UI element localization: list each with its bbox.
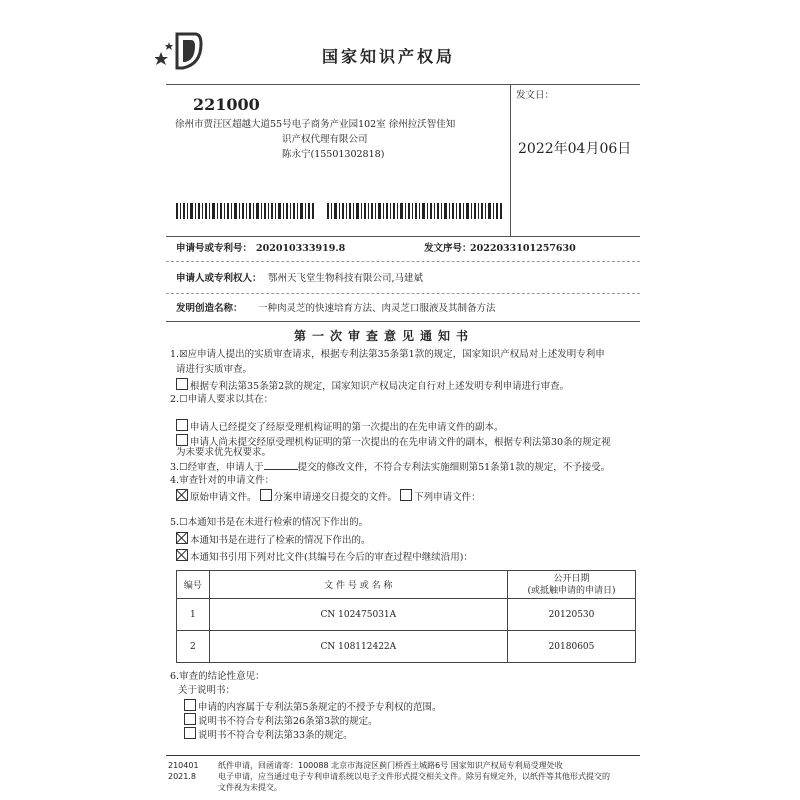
serial-label: 发文序号：	[424, 243, 472, 254]
col-doc-header: 文 件 号 或 名 称	[209, 571, 507, 599]
item4-opt2-checkbox[interactable]	[260, 489, 272, 501]
conclusion-about: 关于说明书：	[178, 685, 236, 696]
row-date: 20180605	[507, 631, 635, 663]
issue-date-value: 2022年04月06日	[518, 141, 632, 157]
item2-head: 2.☐申请人要求以其在：	[170, 394, 274, 405]
item4-opt1-checkbox[interactable]	[176, 489, 188, 501]
item4-opt3-checkbox[interactable]	[400, 489, 412, 501]
footer-rule	[166, 755, 640, 756]
item5-b-text: 本通知书是在进行了检索的情况下作出的。	[190, 535, 371, 546]
barcode-right	[327, 203, 505, 219]
applicant-label: 申请人或专利权人：	[176, 273, 262, 284]
conclusion-opt1-text: 申请的内容属于专利法第5条规定的不授予专利权的范围。	[198, 702, 442, 713]
item3-post: 提交的修改文件，不符合专利法实施细则第51条第1款的规定，不予接受。	[297, 462, 611, 473]
address-line2: 识产权代理有限公司	[282, 134, 368, 145]
office-name: 国家知识产权局	[322, 47, 456, 66]
comparison-table	[176, 570, 636, 663]
conclusion-opt3	[184, 727, 353, 742]
conclusion-opt2-text: 说明书不符合专利法第26条第3款的规定。	[198, 716, 378, 727]
item2-b-checkbox[interactable]	[176, 434, 188, 446]
cnipa-logo	[155, 30, 203, 70]
col-date-header	[507, 571, 635, 599]
item5-b	[176, 532, 371, 547]
fields-top-rule	[166, 236, 640, 237]
postal-code: 221000	[193, 95, 260, 114]
row-doc: CN 108112422A	[209, 631, 507, 663]
app-no-value: 202010333919.8	[256, 243, 346, 254]
row-no: 1	[177, 599, 210, 631]
app-no-label: 申请号或专利号：	[176, 243, 253, 254]
conclusion-opt1	[184, 699, 442, 714]
header-rule	[166, 84, 640, 85]
col-date-header-line1: 公开日期	[553, 573, 590, 584]
item4-opt2-text: 分案申请递交日提交的文件。	[273, 492, 398, 503]
conclusion-opt3-text: 说明书不符合专利法第33条的规定。	[198, 730, 353, 741]
item4-options	[176, 489, 481, 504]
item4-opt3-text: 下列申请文件：	[414, 492, 481, 503]
item1-alt-text: 根据专利法第35条第2款的规定，国家知识产权局决定自行对上述发明专利申请进行审查。	[190, 381, 570, 392]
fields-rule-1	[166, 261, 640, 262]
item3	[170, 460, 610, 474]
fields-rule-2	[166, 293, 640, 294]
item5-c-checkbox[interactable]	[176, 549, 188, 561]
item1-alt-checkbox[interactable]	[176, 378, 188, 390]
item2-a-text: 申请人已经提交了经原受理机构证明的第一次提出的在先申请文件的副本。	[190, 422, 504, 433]
row-date: 20120530	[507, 599, 635, 631]
item1-line1: 1.☒应申请人提出的实质审查请求，根据专利法第35条第1款的规定，国家知识产权局对上述发明专利申	[170, 349, 605, 360]
recipient: 陈永宁(15501302818)	[282, 149, 385, 160]
item4-head: 4.审查针对的申请文件：	[170, 475, 275, 486]
conclusion-head: 6.审查的结论性意见：	[170, 671, 265, 682]
barcode-left	[176, 203, 316, 219]
footer-line2: 电子申请，应当通过电子专利申请系统以电子文件形式提交相关文件。除另有规定外，以纸件等其他形式提交的	[218, 772, 610, 781]
conclusion-opt2-checkbox[interactable]	[184, 713, 196, 725]
table-row	[177, 631, 636, 663]
conclusion-opt2	[184, 713, 378, 728]
item5-c-text: 本通知书引用下列对比文件(其编号在今后的审查过程中继续沿用)：	[190, 552, 473, 563]
item2-b-text: 申请人尚未提交经原受理机构证明的第一次提出的在先申请文件的副本，根据专利法第30条的规定视	[190, 437, 611, 448]
form-code: 210401	[168, 761, 199, 770]
row-no: 2	[177, 631, 210, 663]
item2-a-checkbox[interactable]	[176, 419, 188, 431]
item5-b-checkbox[interactable]	[176, 532, 188, 544]
applicant-value: 鄂州天飞堂生物科技有限公司,马建斌	[268, 273, 424, 284]
issue-date-divider	[510, 84, 511, 236]
footer-line3: 文件视为未提交。	[218, 783, 282, 792]
table-row	[177, 599, 636, 631]
footer-line1: 纸件申请，回函请寄：100088 北京市海淀区蓟门桥西土城路6号 国家知识产权局专利局受理处收	[218, 761, 563, 770]
conclusion-opt3-checkbox[interactable]	[184, 727, 196, 739]
fields-bottom-rule	[166, 321, 640, 322]
item5-a: 5.☐本通知书是在未进行检索的情况下作出的。	[170, 517, 369, 528]
item2-a	[176, 419, 504, 434]
table-header-row	[177, 571, 636, 599]
item3-pre: 3.☐经审查，申请人于	[170, 462, 264, 473]
title-label: 发明创造名称：	[176, 303, 243, 314]
form-version: 2021.8	[168, 772, 196, 781]
notice-title: 第一次审查意见通知书	[294, 329, 475, 343]
col-date-header-line2: (或抵触申请的申请日)	[527, 585, 616, 596]
serial-value: 2022033101257630	[470, 243, 576, 254]
col-no-header: 编号	[177, 571, 210, 599]
issue-date-label: 发文日：	[516, 90, 555, 101]
title-value: 一种肉灵芝的快速培育方法、肉灵芝口服液及其制备方法	[258, 303, 496, 314]
item1-line2: 请进行实质审查。	[176, 364, 253, 375]
row-doc: CN 102475031A	[209, 599, 507, 631]
conclusion-opt1-checkbox[interactable]	[184, 699, 196, 711]
item1-alt	[176, 378, 569, 393]
item3-date-blank	[264, 460, 298, 470]
item5-c	[176, 549, 473, 564]
address-line1: 徐州市贾汪区超越大道55号电子商务产业园102室 徐州拉沃智佳知	[175, 119, 456, 130]
item4-opt1-text: 原始申请文件。	[190, 492, 257, 503]
item2-b-cont: 为未要求优先权要求。	[176, 447, 272, 458]
